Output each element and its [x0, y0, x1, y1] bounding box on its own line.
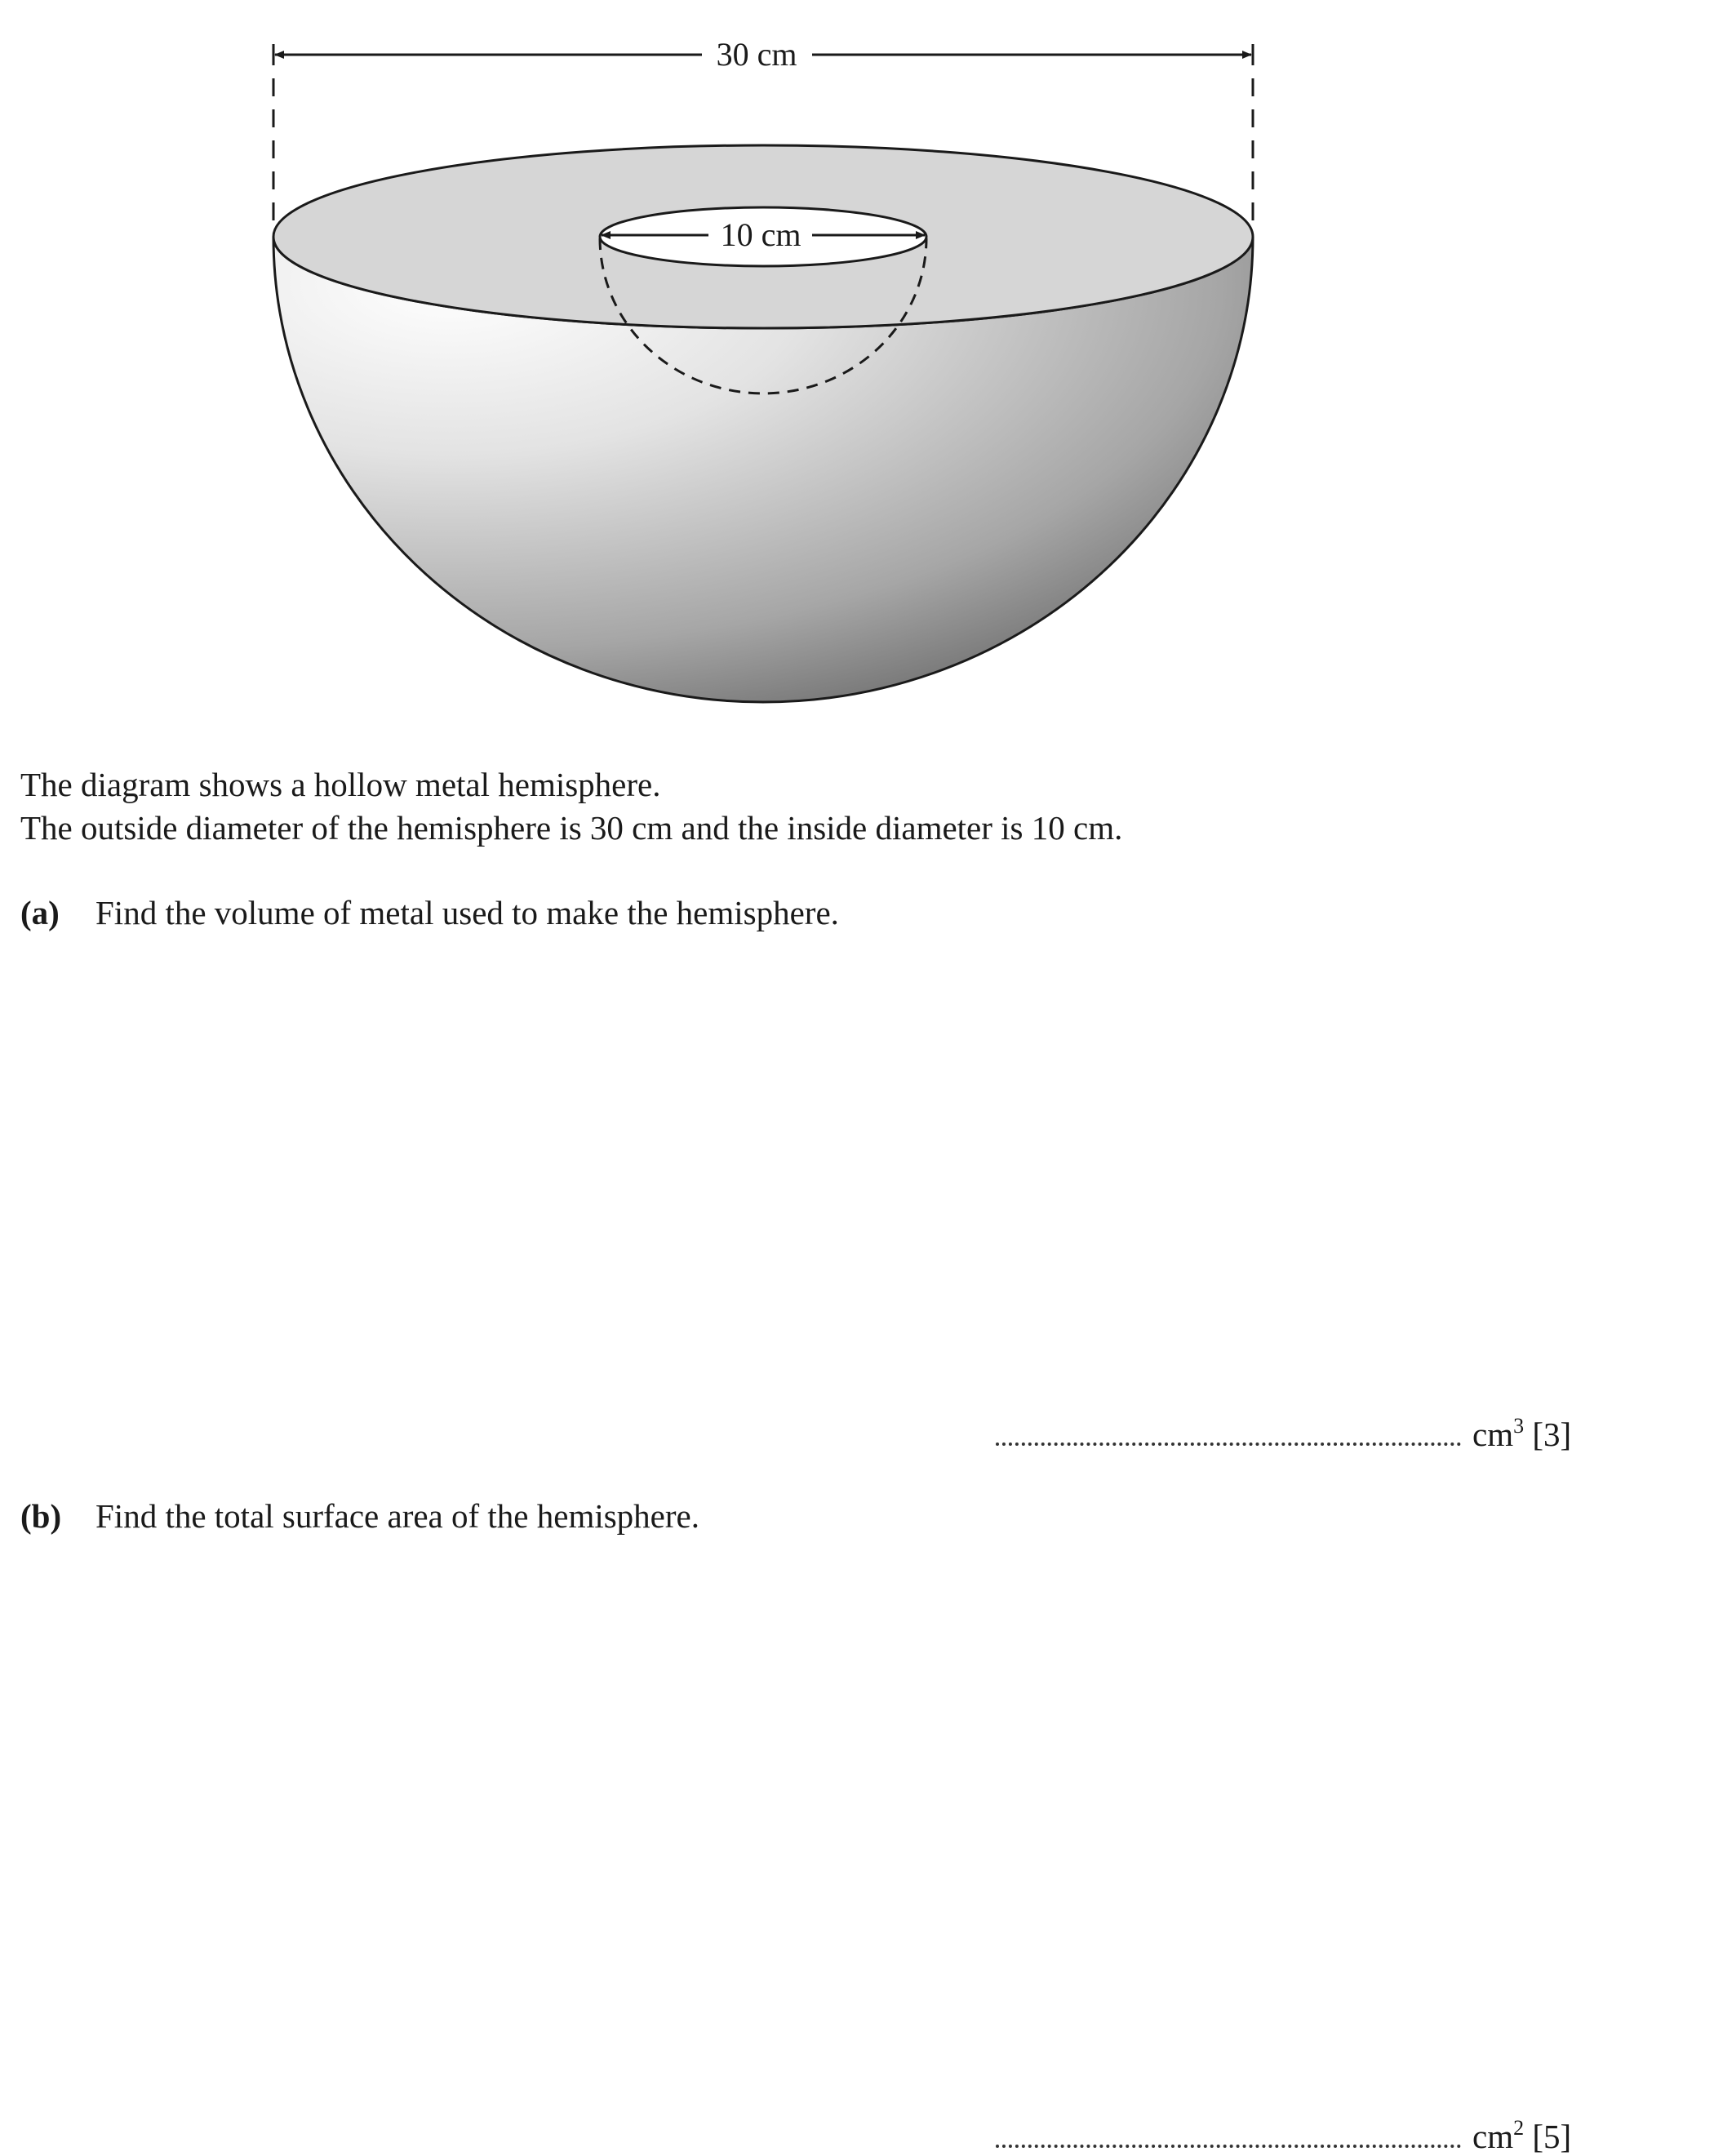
outer-diameter-label: 30 cm [716, 36, 797, 73]
answer-a-unit: cm [1472, 1416, 1514, 1453]
part-b-question: Find the total surface area of the hemisphere. [95, 1497, 699, 1535]
question-a [20, 893, 839, 932]
part-a-question: Find the volume of metal used to make the hemisphere. [95, 894, 839, 931]
intro-line-2: The outside diameter of the hemisphere is 30 cm and the inside diameter is 10 cm. [20, 809, 1123, 847]
intro-line-1: The diagram shows a hollow metal hemisphere. [20, 766, 661, 803]
answer-b-unit: cm [1472, 2118, 1514, 2155]
inner-diameter-label: 10 cm [720, 216, 801, 253]
answer-b-marks: [5] [1532, 2118, 1572, 2155]
part-b-label: (b) [20, 1497, 62, 1535]
answer-a-unit-power: 3 [1513, 1414, 1525, 1438]
answer-line-b[interactable] [996, 2109, 1571, 2156]
answer-dots-b[interactable] [996, 2125, 1461, 2148]
answer-line-a[interactable] [996, 1407, 1571, 1454]
question-b [20, 1496, 699, 1536]
answer-a-marks: [3] [1532, 1416, 1572, 1453]
answer-b-unit-power: 2 [1513, 2116, 1525, 2140]
part-a-label: (a) [20, 894, 60, 931]
hemisphere-diagram [0, 0, 1306, 718]
answer-dots-a[interactable] [996, 1423, 1461, 1446]
